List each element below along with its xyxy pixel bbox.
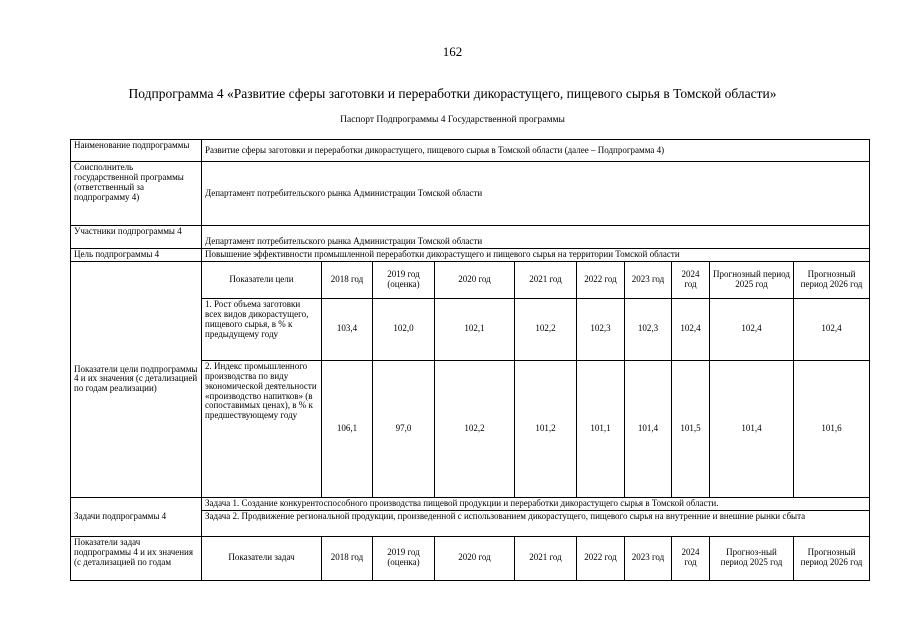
goal-year-header: 2023 год xyxy=(625,261,672,298)
goal-indicator-name: 1. Рост объема заготовки всех видов дикорастущего, пищевого сырья, в % к предыдущему году xyxy=(202,298,322,360)
row-name xyxy=(71,140,870,162)
goal-indicator-value: 102,0 xyxy=(373,298,435,360)
tasks-label: Задачи подпрограммы 4 xyxy=(71,497,202,536)
task-year-header: 2024 год xyxy=(672,536,710,580)
page-number: 162 xyxy=(442,44,463,59)
goal-indicator-value: 101,6 xyxy=(794,360,870,497)
goal-indicator-value: 101,4 xyxy=(710,360,794,497)
page-subtitle: Паспорт Подпрограммы 4 Государственной программы xyxy=(340,115,565,125)
goal-year-header: 2024 год xyxy=(672,261,710,298)
coexecutor-label: Соисполнитель государственной программы (ответственный за подпрограмму 4) xyxy=(71,162,202,226)
task-year-header: 2020 год xyxy=(435,536,515,580)
task-year-header: 2022 год xyxy=(577,536,625,580)
task-indicators-header xyxy=(71,536,870,580)
row-participants xyxy=(71,226,870,249)
row-goal xyxy=(71,249,870,262)
participants-label: Участники подпрограммы 4 xyxy=(71,226,202,249)
name-value: Развитие сферы заготовки и переработки дикорастущего, пищевого сырья в Томской области (далее – Подпрограмма 4) xyxy=(202,140,870,162)
participants-value: Департамент потребительского рынка Администрации Томской области xyxy=(202,226,870,249)
goal-indicator-value: 101,2 xyxy=(515,360,577,497)
coexecutor-value: Департамент потребительского рынка Администрации Томской области xyxy=(202,162,870,226)
goal-indicator-value: 97,0 xyxy=(373,360,435,497)
page-title: Подпрограмма 4 «Развитие сферы заготовки и переработки дикорастущего, пищевого сырья в Томской области» xyxy=(128,86,777,101)
task-year-header: 2018 год xyxy=(322,536,373,580)
task-year-header: Прогнозный период 2026 год xyxy=(794,536,870,580)
task-year-header: 2021 год xyxy=(515,536,577,580)
goal-year-header: 2018 год xyxy=(322,261,373,298)
goal-indicators-header xyxy=(71,261,870,298)
goal-indicator-header: Показатели цели xyxy=(202,261,322,298)
goal-indicator-value: 102,1 xyxy=(435,298,515,360)
goal-year-header: Прогнозный период 2026 год xyxy=(794,261,870,298)
goal-indicator-value: 102,2 xyxy=(435,360,515,497)
task-year-header: 2019 год (оценка) xyxy=(373,536,435,580)
goal-indicator-value: 101,1 xyxy=(577,360,625,497)
goal-indicator-value: 101,5 xyxy=(672,360,710,497)
task-year-header: Прогноз-ный период 2025 год xyxy=(710,536,794,580)
goal-indicator-value: 102,4 xyxy=(710,298,794,360)
goal-indicator-value: 101,4 xyxy=(625,360,672,497)
goal-value: Повышение эффективности промышленной переработки дикорастущего и пищевого сырья на территории Томской области xyxy=(202,249,870,262)
goal-year-header: 2021 год xyxy=(515,261,577,298)
task-indicator-header: Показатели задач xyxy=(202,536,322,580)
goal-indicator-value: 102,3 xyxy=(577,298,625,360)
goal-year-header: 2022 год xyxy=(577,261,625,298)
task-1: Задача 1. Создание конкурентоспособного производства пищевой продукции и переработки дикорастущего сырья в Томской области. xyxy=(202,497,870,510)
goal-label: Цель подпрограммы 4 xyxy=(71,249,202,262)
goal-indicator-value: 102,4 xyxy=(794,298,870,360)
row-coexecutor xyxy=(71,162,870,226)
goal-year-header: 2019 год (оценка) xyxy=(373,261,435,298)
task-year-header: 2023 год xyxy=(625,536,672,580)
goal-indicator-value: 102,4 xyxy=(672,298,710,360)
task-indicators-label: Показатели задач подпрограммы 4 и их значения (с детализацией по годам xyxy=(71,536,202,580)
task-2: Задача 2. Продвижение региональной продукции, произведенной с использованием дикорастущего, пищевого сырья на внутренние и внешние рынки сбыта xyxy=(202,510,870,536)
task-row-1 xyxy=(71,497,870,510)
goal-indicators-label: Показатели цели подпрограммы 4 и их значения (с детализацией по годам реализации) xyxy=(71,261,202,497)
goal-indicator-value: 102,2 xyxy=(515,298,577,360)
goal-year-header: Прогнозный период 2025 год xyxy=(710,261,794,298)
goal-indicator-value: 106,1 xyxy=(322,360,373,497)
goal-indicator-value: 103,4 xyxy=(322,298,373,360)
goal-year-header: 2020 год xyxy=(435,261,515,298)
passport-table xyxy=(70,139,870,581)
name-label: Наименование подпрограммы xyxy=(71,140,202,162)
goal-indicator-value: 102,3 xyxy=(625,298,672,360)
goal-indicator-name: 2. Индекс промышленного производства по виду экономической деятельности «производство напитков» (в сопоставимых ценах), в % к предшествующему году xyxy=(202,360,322,497)
